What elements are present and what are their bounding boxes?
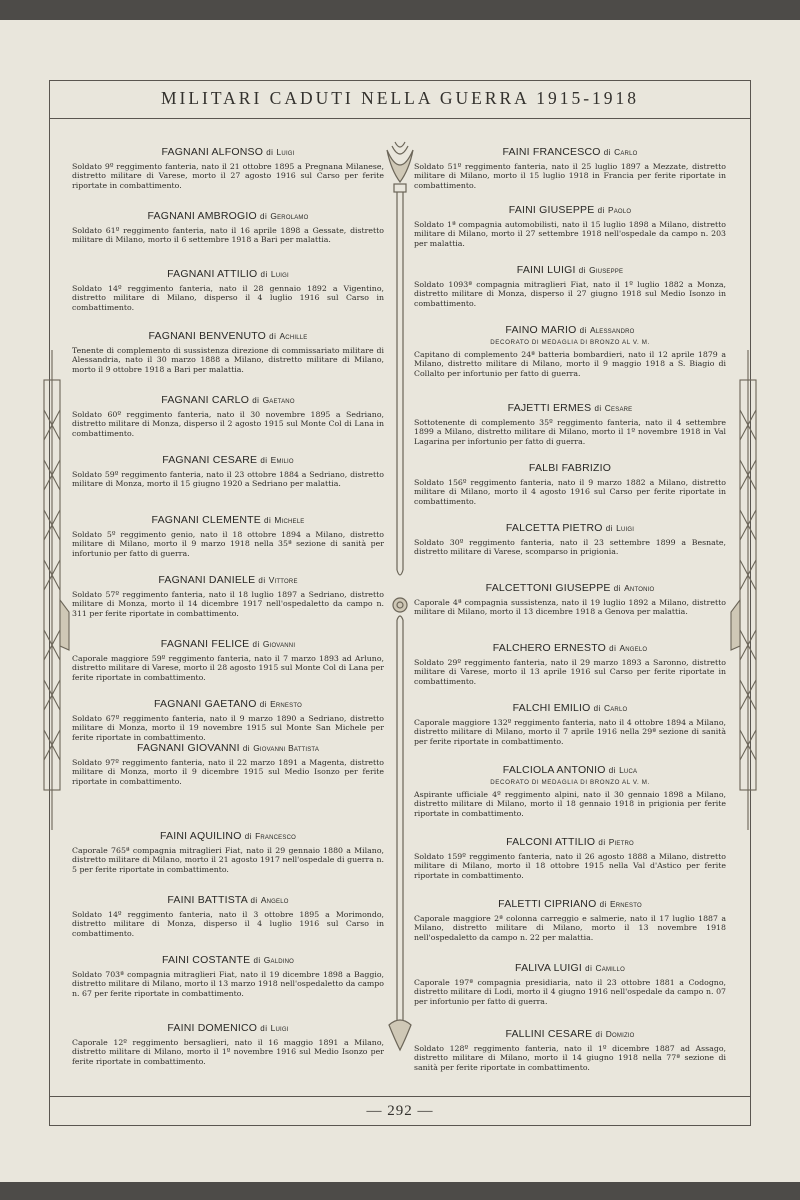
entry-text: Soldato 9º reggimento fanteria, nato il 21 ottobre 1895 a Pregnana Milanese, distretto militare di Varese, morto il 27 agosto 1916 sul Carso per ferite riportate in combattimento. [72,162,384,190]
list-item [414,702,726,746]
list-item [72,638,384,682]
list-item [72,454,384,489]
entry-text: Caporale maggiore 132º reggimento fanteria, nato il 4 ottobre 1894 a Milano, distretto militare di Milano, morto il 7 aprile 1916 nella 29ª sezione di sanità per ferite riportate in combattimento. [414,718,726,746]
list-item [414,522,726,557]
list-item [72,1022,384,1066]
entry-text: Soldato 14º reggimento fanteria, nato il 28 gennaio 1892 a Vigentino, distretto militare di Milano, disperso il 4 luglio 1916 sul Carso in combattimento. [72,284,384,312]
entry-text: Caporale maggiore 2ª colonna carreggio e salmerie, nato il 17 luglio 1887 a Milano, distretto militare di Milano, morto il 13 novembre 1918 nell'ospedaletto da campo n. 22 per malattia. [414,914,726,942]
page-title: MILITARI CADUTI NELLA GUERRA 1915-1918 [160,88,640,108]
entry-name: FAJETTI ERMES di Cesare [507,402,633,414]
entry-name: FAINI DOMENICO di Luigi [167,1022,289,1034]
entry-name: FAINI LUIGI di Giuseppe [516,264,624,276]
list-item [414,962,726,1006]
entry-text: Soldato 159º reggimento fanteria, nato il 26 agosto 1888 a Milano, distretto militare di Milano, morto il 18 ottobre 1915 nella Val d'Astico per ferite riportate in combattimento. [414,852,726,880]
entry-name: FAGNANI GAETANO di Ernesto [154,698,302,710]
entry-name: FAGNANI CLEMENTE di Michele [151,514,305,526]
footer-rule [49,1096,751,1097]
page-number: — 292 — [366,1103,434,1119]
entry-text: Caporale 4ª compagnia sussistenza, nato il 19 luglio 1892 a Milano, distretto militare di Milano, morto il 13 dicembre 1918 a Genova per malattia. [414,598,726,617]
decoration-note: DECORATO DI MEDAGLIA DI BRONZO AL V. M. [490,339,650,346]
entry-name: FALETTI CIPRIANO di Ernesto [498,898,642,910]
entry-name: FAGNANI BENVENUTO di Achille [148,330,308,342]
list-item [414,146,726,190]
entry-text: Soldato 128º reggimento fanteria, nato il 1º dicembre 1887 ad Assago, distretto militare di Milano, morto il 14 giugno 1918 nella 77ª sezione di sanità per ferite riportate in combattimento. [414,1044,726,1072]
list-item [72,514,384,558]
list-item [72,268,384,312]
entry-name: FAGNANI DANIELE di Vittore [158,574,298,586]
entry-text: Caporale maggiore 59º reggimento fanteria, nato il 7 marzo 1893 ad Arluno, distretto militare di Varese, morto il 28 agosto 1915 sul Monte Col di Lana per ferite riportate in combattimento. [72,654,384,682]
entry-name: FAINI FRANCESCO di Carlo [502,146,638,158]
entry-text: Tenente di complemento di sussistenza direzione di commissariato militare di Alessandria, nato il 30 marzo 1888 a Milano, distretto militare di Milano, morto il 9 ottobre 1918 a Bari per malattia. [72,346,384,374]
entry-text: Soldato 57º reggimento fanteria, nato il 18 luglio 1897 a Sedriano, distretto militare di Monza, morto il 14 dicembre 1917 nell'ospedaletto da campo n. 311 per ferite riportate in combattimento. [72,590,384,618]
entry-name: FAGNANI FELICE di Giovanni [160,638,296,650]
entry-text: Soldato 59º reggimento fanteria, nato il 23 ottobre 1884 a Sedriano, distretto militare di Monza, morto il 15 giugno 1920 a Sedriano per malattia. [72,470,384,489]
entry-text: Soldato 61º reggimento fanteria, nato il 16 aprile 1898 a Gessate, distretto militare di Milano, morto il 6 settembre 1918 a Bari per malattia. [72,226,384,245]
entry-text: Soldato 14º reggimento fanteria, nato il 3 ottobre 1895 a Morimondo, distretto militare di Monza, disperso il 4 luglio 1916 sul Carso in combattimento. [72,910,384,938]
scan-edge-bottom [0,1182,800,1200]
entry-name: FAGNANI AMBROGIO di Gerolamo [147,210,309,222]
entry-text: Sottotenente di complemento 35º reggimento fanteria, nato il 4 settembre 1899 a Milano, distretto militare di Milano, morto il 1º novembre 1918 in Val Lagarina per infortunio per fatto di guerra. [414,418,726,446]
list-item [414,462,726,506]
list-item [72,894,384,938]
list-item [414,204,726,248]
entry-text: Aspirante ufficiale 4º reggimento alpini, nato il 30 gennaio 1898 a Milano, distretto militare di Milano, morto il 18 gennaio 1918 in prigionia per ferite riportate in combattimento. [414,790,726,818]
list-item [72,574,384,618]
entry-text: Soldato 51º reggimento fanteria, nato il 25 luglio 1897 a Mezzate, distretto militare di Milano, morto il 15 luglio 1918 in Francia per ferite riportate in combattimento. [414,162,726,190]
entry-name: FALBI FABRIZIO [528,462,612,474]
list-item [414,642,726,686]
list-item [414,764,726,818]
entry-text: Soldato 1ª compagnia automobilisti, nato il 15 luglio 1898 a Milano, distretto militare di Milano, morto il 27 settembre 1918 nell'ospedale da campo n. 203 per malattia. [414,220,726,248]
list-item [414,582,726,617]
entry-text: Soldato 703ª compagnia mitraglieri Fiat, nato il 19 dicembre 1898 a Baggio, distretto militare di Milano, morto il 13 marzo 1918 nell'ospedaletto da campo n. 67 per ferite riportate in combattimento. [72,970,384,998]
list-item [72,146,384,190]
entry-name: FAGNANI CARLO di Gaetano [161,394,295,406]
entry-name: FAGNANI CESARE di Emilio [162,454,294,466]
entry-text: Soldato 1093ª compagnia mitraglieri Fiat, nato il 1º luglio 1882 a Monza, distretto militare di Monza, disperso il 27 giugno 1918 sul Medio Isonzo in combattimento. [414,280,726,308]
entry-name: FAGNANI ATTILIO di Luigi [167,268,289,280]
entry-name: FALCONI ATTILIO di Pietro [506,836,634,848]
entry-text: Soldato 156º reggimento fanteria, nato il 9 marzo 1882 a Milano, distretto militare di Milano, morto il 4 agosto 1916 sul Carso per ferite riportate in combattimento. [414,478,726,506]
entry-text: Caporale 12º reggimento bersaglieri, nato il 16 maggio 1891 a Milano, distretto militare di Milano, morto il 1º novembre 1916 sul Medio Isonzo per ferite riportate in combattimento. [72,1038,384,1066]
entry-name: FALIVA LUIGI di Camillo [515,962,625,974]
entry-name: FALCETTA PIETRO di Luigi [505,522,635,534]
entry-name: FAINI BATTISTA di Angelo [167,894,289,906]
entry-text: Soldato 5º reggimento genio, nato il 18 ottobre 1894 a Milano, distretto militare di Milano, morto il 9 marzo 1918 nella 35ª sezione di sanità per infortunio per fatto di guerra. [72,530,384,558]
fasces-ornament-right-icon [729,350,767,830]
entry-name: FALLINI CESARE di Domizio [505,1028,635,1040]
list-item [72,330,384,374]
entry-name: FAINI COSTANTE di Galdino [161,954,295,966]
entry-name: FAINI AQUILINO di Francesco [160,830,296,842]
entry-text: Soldato 29º reggimento fanteria, nato il 29 marzo 1893 a Saronno, distretto militare di Varese, morto il 13 aprile 1916 sul Carso per ferite riportate in combattimento. [414,658,726,686]
entry-name: FALCHERO ERNESTO di Angelo [492,642,648,654]
fasces-ornament-left-icon [33,350,71,830]
entry-text: Soldato 30º reggimento fanteria, nato il 23 settembre 1899 a Besnate, distretto militare di Varese, scomparso in prigionia. [414,538,726,557]
list-item [72,210,384,245]
entry-text: Capitano di complemento 24ª batteria bombardieri, nato il 12 aprile 1879 a Milano, distretto militare di Milano, morto il 9 maggio 1918 a S. Biagio di Collalto per infortunio per fatto di guerra. [414,350,726,378]
entry-text: Caporale 197ª compagnia presidiaria, nato il 23 ottobre 1881 a Codogno, distretto militare di Lodi, morto il 4 giugno 1916 nell'ospedale da campo n. 07 per infortunio per fatto di guerra. [414,978,726,1006]
list-item [414,264,726,308]
list-item [72,698,384,742]
list-item [414,836,726,880]
entry-name: FAINI GIUSEPPE di Paolo [508,204,632,216]
entry-text: Soldato 97º reggimento fanteria, nato il 22 marzo 1891 a Magenta, distretto militare di Monza, morto il 9 dicembre 1915 sul Medio Isonzo per ferite riportate in combattimento. [72,758,384,786]
header-rule [49,118,751,119]
list-item [414,898,726,942]
entry-name: FALCETTONI GIUSEPPE di Antonio [485,582,655,594]
scan-edge-top [0,0,800,20]
entry-name: FAINO MARIO di Alessandro [505,324,635,336]
list-item [72,830,384,874]
list-item [72,742,384,786]
list-item [414,1028,726,1072]
entry-text: Caporale 765ª compagnia mitraglieri Fiat, nato il 29 gennaio 1880 a Milano, distretto militare di Milano, morto il 21 agosto 1917 nell'ospedale di guerra n. 5 per ferite riportate in combattimento. [72,846,384,874]
list-item [72,954,384,998]
entry-name: FAGNANI ALFONSO di Luigi [161,146,295,158]
entry-name: FALCHI EMILIO di Carlo [512,702,628,714]
list-item [414,402,726,446]
entry-name: FAGNANI GIOVANNI di Giovanni Battista [136,742,320,754]
torch-ornament-icon [383,140,417,1060]
entry-name: FALCIOLA ANTONIO di Luca [502,764,638,776]
entry-text: Soldato 60º reggimento fanteria, nato il 30 novembre 1895 a Sedriano, distretto militare di Monza, disperso il 2 agosto 1915 sul Monte Col di Lana in combattimento. [72,410,384,438]
decoration-note: DECORATO DI MEDAGLIA DI BRONZO AL V. M. [490,779,650,786]
list-item [414,324,726,378]
list-item [72,394,384,438]
entry-text: Soldato 67º reggimento fanteria, nato il 9 marzo 1890 a Sedriano, distretto militare di Monza, morto il 19 novembre 1915 sul Monte San Michele per ferite riportate in combattimento. [72,714,384,742]
